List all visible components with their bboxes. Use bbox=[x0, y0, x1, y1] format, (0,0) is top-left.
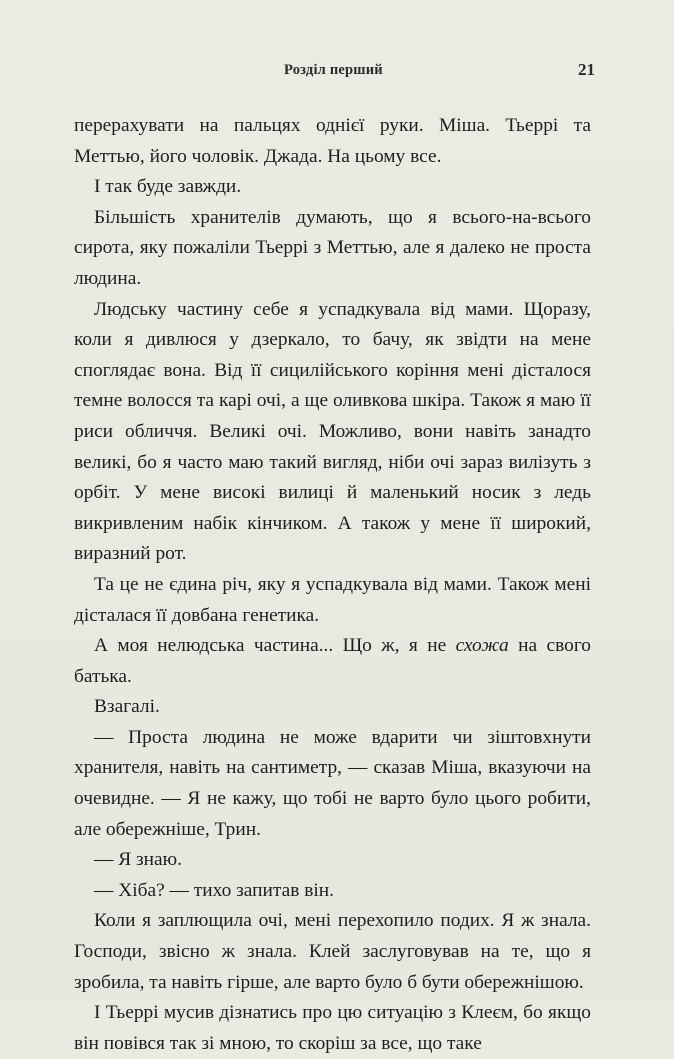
running-header bbox=[0, 62, 674, 86]
paragraph: Та це не єдина річ, яку я успадкувала від мами. Також мені дісталася її довбана генетика. bbox=[74, 573, 591, 626]
paragraph: Більшість хранителів думають, що я всього-на-всього сирота, яку пожаліли Тьеррі з Меттью, але я далеко не проста людина. bbox=[74, 206, 591, 289]
paragraph: І Тьеррі мусив дізнатись про цю ситуацію з Клеєм, бо якщо він повівся так зі мною, то скоріш за все, що таке bbox=[74, 1002, 591, 1054]
paragraph-text: на свого батька. bbox=[74, 635, 591, 687]
paragraph bbox=[74, 631, 591, 692]
paragraph: — Я знаю. bbox=[94, 849, 182, 871]
italic-emphasis: схожа bbox=[455, 635, 509, 657]
paragraph: І так буде завжди. bbox=[94, 176, 242, 198]
paragraph: перерахувати на пальцях однієї руки. Міша. Тьеррі та Меттью, його чоловік. Джада. На цьому все. bbox=[74, 115, 591, 167]
page-number: 21 bbox=[578, 60, 595, 79]
paragraph: Коли я заплющила очі, мені перехопило подих. Я ж знала. Господи, звісно ж знала. Клей заслуговував на те, що я зробила, та навіть гірше, але варто було б бути обережнішою. bbox=[74, 910, 591, 993]
body-text bbox=[74, 111, 591, 1059]
paragraph: Людську частину себе я успадкувала від мами. Щоразу, коли я дивлюся у дзеркало, то бачу, як звідти на мене споглядає вона. Від її сицилійського коріння мені дісталося темне волосся та карі очі, а ще оливкова шкіра. Також я маю її риси обличчя. Великі очі. Можливо, вони навіть занадто великі, бо я часто маю такий вигляд, ніби очі зараз вилізуть з орбіт. У мене високі вилиці й маленький носик з ледь викривленим набік кінчиком. А також у мене її широкий, виразний рот. bbox=[74, 298, 591, 565]
paragraph: Взагалі. bbox=[94, 696, 160, 718]
paragraph: — Хіба? — тихо запитав він. bbox=[94, 879, 334, 901]
paragraph: — Проста людина не може вдарити чи зіштовхнути хранителя, навіть на сантиметр, — сказав Міша, вказуючи на очевидне. — Я не кажу, що тобі не варто було цього робити, але обережніше, Трин. bbox=[74, 726, 591, 840]
chapter-title: Розділ перший bbox=[284, 62, 383, 78]
paragraph-text: А моя нелюдська частина... Що ж, я не bbox=[94, 635, 456, 657]
